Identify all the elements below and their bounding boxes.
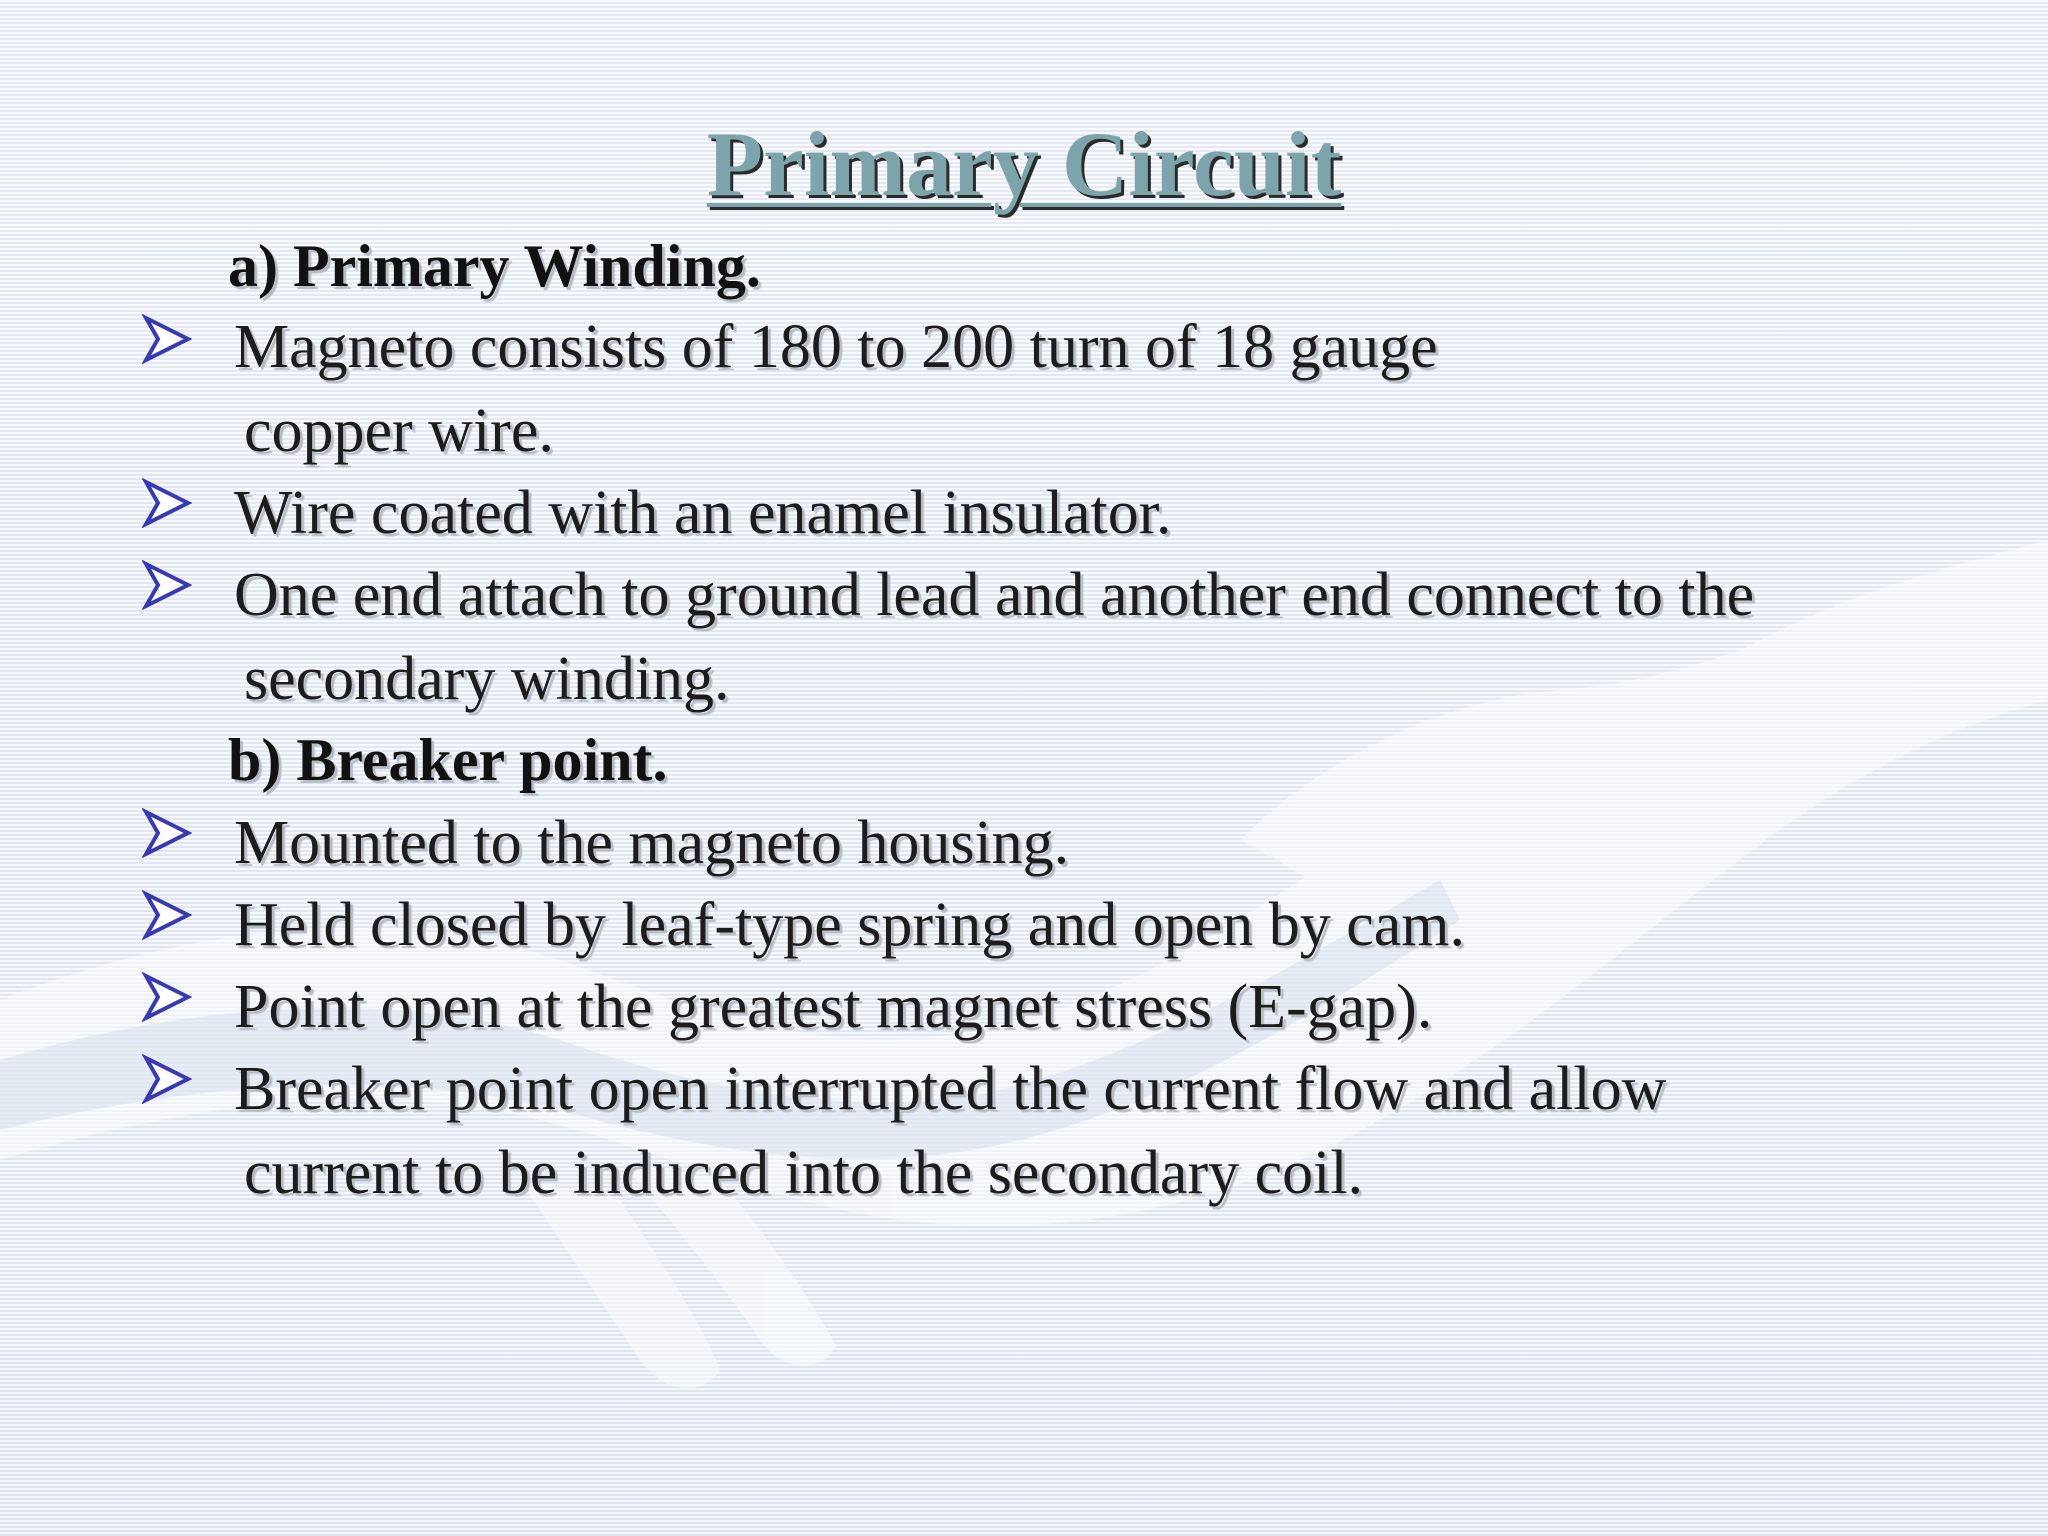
bullet-b2-line1: Held closed by leaf-type spring and open by cam. [234, 891, 1466, 959]
bullet-b1-line1: Mounted to the magneto housing. [234, 809, 1070, 877]
arrowhead-bullet-icon [142, 1054, 192, 1104]
arrowhead-bullet-icon [142, 478, 192, 528]
bullet-a1-line2: copper wire. [244, 397, 554, 465]
section-b-heading: b) Breaker point. [228, 727, 668, 793]
arrowhead-bullet-icon [142, 808, 192, 858]
section-a-heading: a) Primary Winding. [228, 233, 761, 299]
bullet-a3-line2: secondary winding. [244, 645, 730, 713]
arrowhead-bullet-icon [142, 972, 192, 1022]
bullet-a3-line1: One end attach to ground lead and another end connect to the [234, 561, 1755, 629]
slide-title: Primary Circuit [706, 113, 1342, 215]
bullet-b3-line1: Point open at the greatest magnet stress (E-gap). [234, 973, 1433, 1041]
bullet-a2-line1: Wire coated with an enamel insulator. [234, 479, 1172, 547]
arrowhead-bullet-icon [142, 560, 192, 610]
bullet-b4-line1: Breaker point open interrupted the current flow and allow [234, 1055, 1667, 1123]
bullet-a1-line1: Magneto consists of 180 to 200 turn of 18 gauge [234, 313, 1438, 381]
arrowhead-bullet-icon [142, 890, 192, 940]
arrowhead-bullet-icon [142, 314, 192, 364]
bullet-b4-line2: current to be induced into the secondary coil. [244, 1139, 1364, 1207]
